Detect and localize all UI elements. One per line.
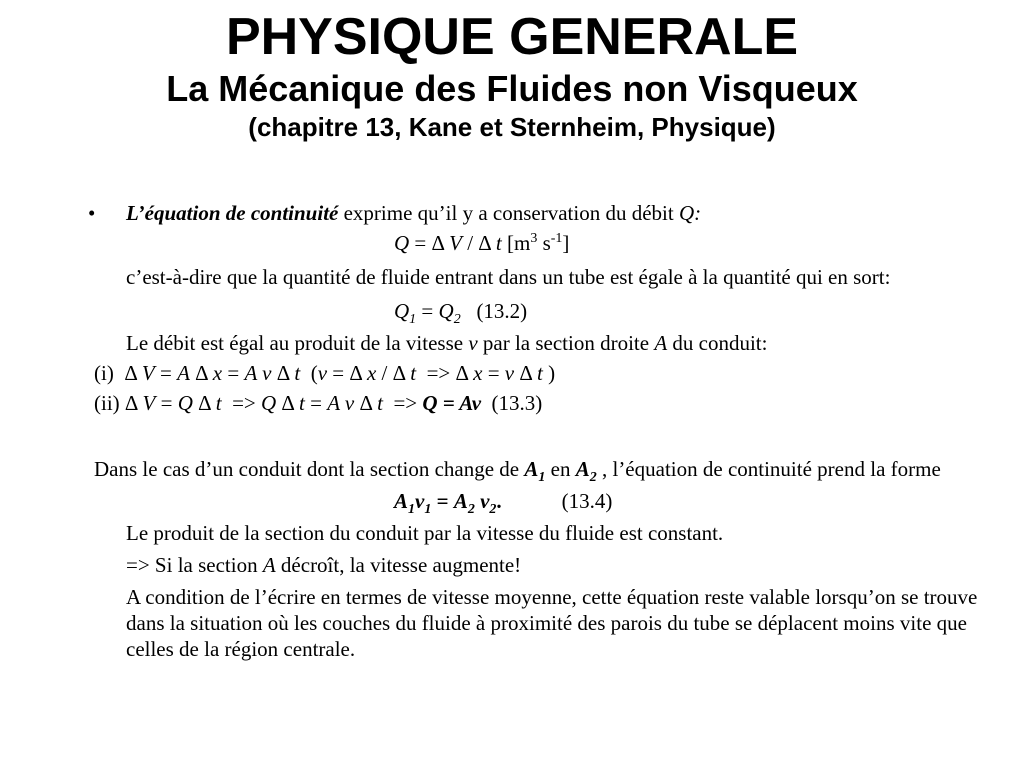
eq-symbol: t <box>294 361 301 385</box>
eq-symbol: x <box>212 361 223 385</box>
eq-subscript: 1 <box>424 502 432 518</box>
intro-var: Q: <box>678 201 702 225</box>
section-text: Dans le cas d’un conduit dont la section change de <box>94 457 525 481</box>
eq-subscript: 2 <box>453 312 461 328</box>
eq-symbol: A v <box>327 391 355 415</box>
section-symbol: A <box>575 457 590 481</box>
section-decrease-paragraph <box>88 552 998 578</box>
explanation-paragraph: c’est-à-dire que la quantité de fluide entrant dans un tube est égale à la quantité qui en sort: <box>126 265 891 289</box>
eq-text: => Δ <box>416 361 474 385</box>
eq-text: = <box>482 361 505 385</box>
page-title: PHYSIQUE GENERALE <box>225 8 799 66</box>
eq-text: / Δ <box>461 231 496 255</box>
eq-symbol: v <box>317 361 328 385</box>
section-subscript: 1 <box>538 470 546 486</box>
eq-text: = <box>431 489 454 513</box>
eq-subscript: 2 <box>467 502 475 518</box>
eq-symbol: x <box>366 361 377 385</box>
equation-flow-rate <box>88 230 998 256</box>
line-label: (ii) Δ <box>94 391 143 415</box>
eq-text: = <box>416 299 439 323</box>
bullet-icon: • <box>88 201 96 225</box>
eq-reference: (13.4) <box>561 489 613 513</box>
debit-text: du conduit: <box>667 331 768 355</box>
equation-13-2 <box>88 298 998 328</box>
eq-symbol: A v <box>244 361 272 385</box>
eq-symbol: A <box>394 489 409 513</box>
section-change-paragraph <box>88 456 998 486</box>
eq-symbol: t <box>410 361 417 385</box>
eq-subscript: 2 <box>489 502 497 518</box>
eq-symbol: v <box>504 361 515 385</box>
eq-text: = <box>304 391 328 415</box>
eq-text: Δ <box>276 391 300 415</box>
eq-text: Δ <box>514 361 537 385</box>
debit-text: par la section droite <box>477 331 655 355</box>
eq-reference: (13.2) <box>460 299 528 323</box>
eq-text: ) <box>542 361 556 385</box>
eq-text: Δ <box>189 361 213 385</box>
eq-reference: (13.3) <box>481 391 543 415</box>
condition-paragraph: A condition de l’écrire en termes de vitesse moyenne, cette équation reste valable lorsqu’on se trouve dans la situation où les couches du fluide à proximité des parois du tube se déplacent moins vite que celles de la région centrale. <box>126 585 978 661</box>
section-symbol: A <box>524 457 539 481</box>
eq-symbol: Q <box>438 299 454 323</box>
eq-text: => <box>221 391 261 415</box>
slide-content <box>88 200 998 662</box>
section-subscript: 2 <box>589 470 597 486</box>
eq-exponent: 3 <box>530 231 538 246</box>
equation-line-i <box>88 360 998 386</box>
product-paragraph: Le produit de la section du conduit par la vitesse du fluide est constant. <box>126 521 724 545</box>
eq-symbol: t <box>536 361 543 385</box>
eq-text: s <box>537 231 551 255</box>
decrease-text: => Si la section <box>126 553 263 577</box>
eq-exponent: -1 <box>550 231 563 246</box>
section-text: en <box>545 457 576 481</box>
eq-subscript: 1 <box>408 502 416 518</box>
eq-symbol: t <box>495 231 502 255</box>
section-text: , l’équation de continuité prend la forme <box>596 457 941 481</box>
decrease-text: décroît, la vitesse augmente! <box>275 553 522 577</box>
title-block <box>0 6 1024 144</box>
eq-symbol: v <box>474 489 490 513</box>
eq-text: / Δ <box>376 361 411 385</box>
equation-13-4 <box>88 488 998 518</box>
eq-text: = <box>222 361 245 385</box>
eq-subscript: 1 <box>409 312 417 328</box>
line-label: (i) Δ <box>94 361 142 385</box>
eq-text: = <box>155 391 178 415</box>
decrease-symbol: A <box>262 553 276 577</box>
eq-symbol: v <box>415 489 425 513</box>
eq-text: ] <box>562 231 570 255</box>
equation-line-ii <box>88 390 998 416</box>
eq-symbol: V <box>449 231 462 255</box>
eq-symbol: t <box>215 391 222 415</box>
eq-text: = Δ <box>327 361 367 385</box>
page-subtitle: La Mécanique des Fluides non Visqueux <box>166 68 858 109</box>
intro-text: exprime qu’il y a conservation du débit <box>338 201 679 225</box>
eq-symbol: A <box>453 489 468 513</box>
eq-text: . <box>496 489 502 513</box>
eq-text: Δ <box>192 391 216 415</box>
eq-text: = <box>154 361 178 385</box>
bullet-continuity <box>88 200 998 226</box>
eq-symbol: A <box>177 361 190 385</box>
chapter-reference: (chapitre 13, Kane et Sternheim, Physique) <box>248 112 776 142</box>
eq-text: Δ <box>354 391 378 415</box>
eq-symbol: Q <box>261 391 277 415</box>
debit-symbol: A <box>654 331 668 355</box>
eq-symbol: t <box>299 391 305 415</box>
eq-symbol: t <box>377 391 383 415</box>
debit-symbol: v <box>468 331 478 355</box>
eq-text: ( <box>300 361 318 385</box>
eq-text: Δ <box>271 361 295 385</box>
eq-symbol: V <box>141 361 155 385</box>
eq-symbol: Q <box>177 391 193 415</box>
eq-symbol: Q <box>394 299 410 323</box>
continuity-term: L’équation de continuité <box>126 201 339 225</box>
debit-paragraph <box>88 330 998 356</box>
eq-symbol: V <box>142 391 156 415</box>
eq-symbol: Q <box>394 231 410 255</box>
eq-result: Q = Av <box>422 391 482 415</box>
eq-text: => <box>382 391 423 415</box>
eq-text: [m <box>501 231 531 255</box>
eq-symbol: x <box>473 361 483 385</box>
eq-text: = Δ <box>409 231 450 255</box>
debit-text: Le débit est égal au produit de la vitesse <box>126 331 469 355</box>
